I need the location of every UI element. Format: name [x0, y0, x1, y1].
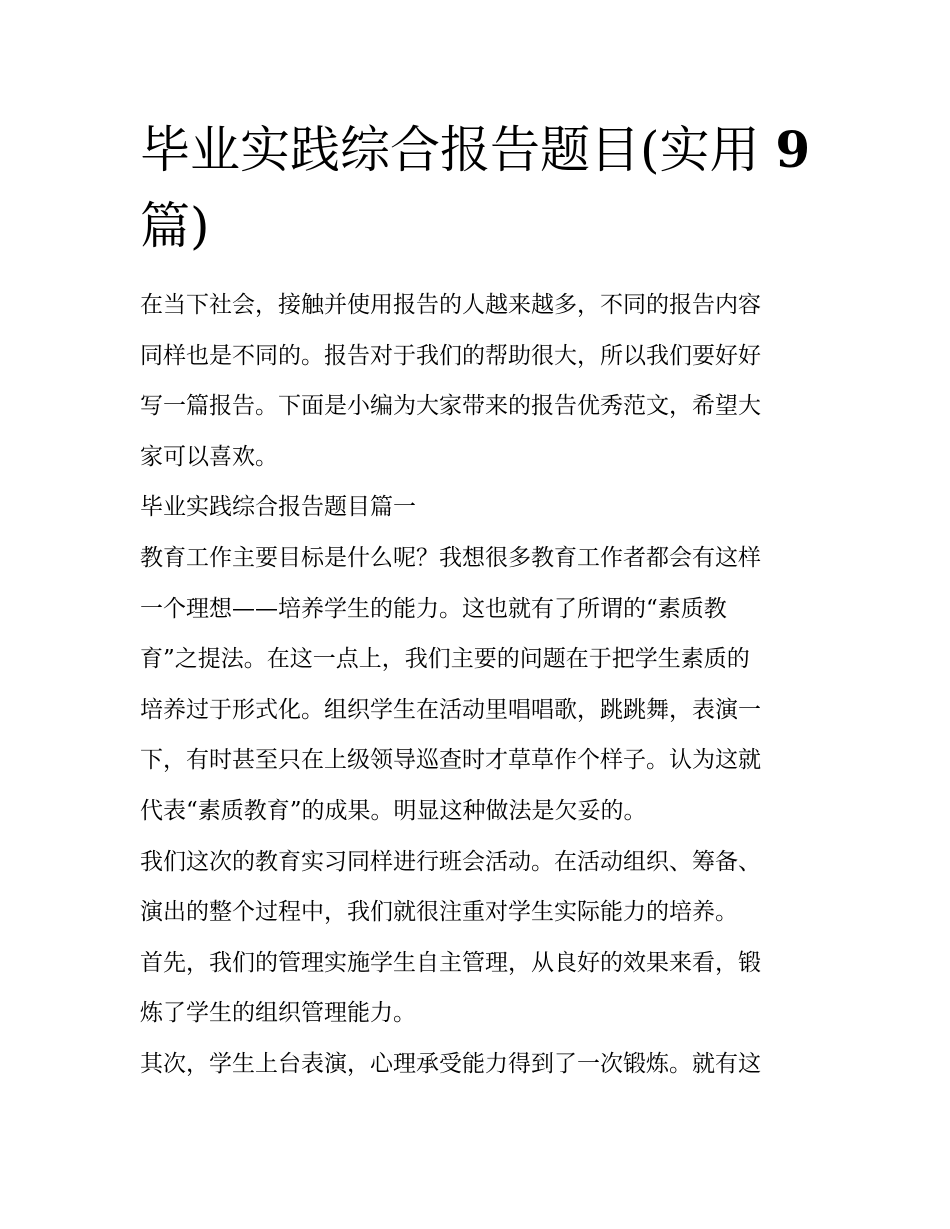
paragraph-line: 演出的整个过程中，我们就很注重对学生实际能力的培养。: [140, 899, 738, 926]
paragraph-line: 代表“素质教育”的成果。明显这种做法是欠妥的。: [140, 797, 647, 824]
document-title: [140, 112, 820, 264]
paragraph-line: 一个理想——培养学生的能力。这也就有了所谓的“素质教: [140, 595, 727, 622]
intro-line: 同样也是不同的。报告对于我们的帮助很大，所以我们要好好: [140, 342, 761, 369]
document-body: [140, 280, 820, 1090]
title-text-continued: 篇): [140, 197, 210, 255]
title-text: 毕业实践综合报告题目(实用: [140, 121, 760, 179]
paragraph-line: 其次，学生上台表演，心理承受能力得到了一次锻炼。就有这: [140, 1050, 761, 1077]
paragraph-line: 炼了学生的组织管理能力。: [140, 1000, 416, 1027]
intro-line: 家可以喜欢。: [140, 443, 278, 470]
intro-line: 写一篇报告。下面是小编为大家带来的报告优秀范文，希望大: [140, 393, 761, 420]
paragraph-line: 下，有时甚至只在上级领导巡查时才草草作个样子。认为这就: [140, 747, 761, 774]
paragraph-line: 我们这次的教育实习同样进行班会活动。在活动组织、筹备、: [140, 848, 761, 875]
paragraph-line: 育”之提法。在这一点上，我们主要的问题在于把学生素质的: [140, 646, 750, 673]
paragraph-line: 首先，我们的管理实施学生自主管理，从良好的效果来看，锻: [140, 949, 761, 976]
paragraph-line: 培养过于形式化。组织学生在活动里唱唱歌，跳跳舞，表演一: [140, 696, 761, 723]
title-number: 9: [775, 120, 811, 179]
section-heading: 毕业实践综合报告题目篇一: [140, 494, 416, 521]
intro-line: 在当下社会，接触并使用报告的人越来越多，不同的报告内容: [140, 292, 761, 318]
paragraph-line: 教育工作主要目标是什么呢？我想很多教育工作者都会有这样: [140, 544, 761, 571]
